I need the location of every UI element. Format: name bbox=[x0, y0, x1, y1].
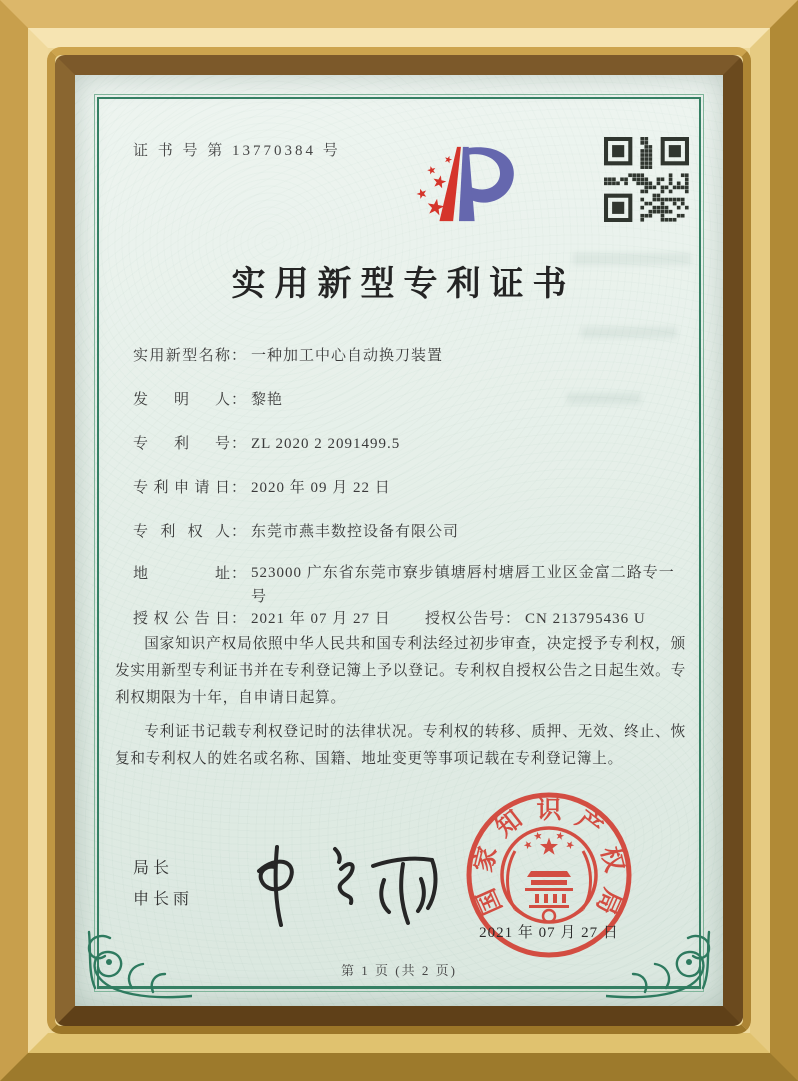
field-row-grant: 授权公告日 ： 2021 年 07 月 27 日 授权公告号 ： CN 213795436 U bbox=[133, 606, 687, 632]
field-row-patent-no: 专利号 ： ZL 2020 2 2091499.5 bbox=[133, 431, 687, 457]
field-value: 东莞市燕丰数控设备有限公司 bbox=[251, 524, 460, 540]
field-label: 地址 bbox=[133, 566, 231, 582]
field-label: 授权公告号 bbox=[425, 611, 506, 627]
page-footer: 第 1 页 (共 2 页) bbox=[341, 963, 457, 978]
signer-block bbox=[133, 853, 193, 915]
svg-text:家: 家 bbox=[470, 843, 503, 875]
field-value: 523000 广东省东莞市寮步镇塘唇村塘唇工业区金富二路专一号 bbox=[251, 565, 675, 605]
qr-code bbox=[604, 137, 689, 222]
cnipa-logo-icon bbox=[391, 143, 525, 227]
field-value: 2020 年 09 月 22 日 bbox=[251, 480, 391, 496]
field-value: 一种加工中心自动换刀装置 bbox=[251, 348, 444, 364]
certificate-number: 证 书 号 第 13770384 号 bbox=[133, 143, 341, 159]
field-row-inventor: 发明人 ： 黎艳 bbox=[133, 387, 687, 413]
director-signature-icon bbox=[217, 835, 449, 931]
field-value: 黎艳 bbox=[251, 392, 284, 408]
corner-flourish-icon bbox=[80, 930, 192, 1002]
svg-text:权: 权 bbox=[595, 843, 628, 875]
grant-no-pair: 授权公告号 ： CN 213795436 U bbox=[425, 606, 646, 632]
field-label: 专利号 bbox=[133, 436, 231, 452]
svg-text:国: 国 bbox=[472, 884, 508, 919]
certificate-paper bbox=[75, 75, 723, 1006]
svg-text:识: 识 bbox=[536, 797, 562, 824]
seal-date: 2021 年 07 月 27 日 bbox=[479, 925, 619, 941]
field-row-filing-date: 专利申请日 ： 2020 年 09 月 22 日 bbox=[133, 475, 687, 501]
body-paragraph: 国家知识产权局依照中华人民共和国专利法经过初步审查，决定授予专利权，颁发实用新型专利证书并在专利登记簿上予以登记。专利权自授权公告之日起生效。专利权期限为十年，自申请日起算。 bbox=[115, 636, 686, 706]
director-name: 申长雨 bbox=[133, 891, 194, 908]
grant-date-value: 2021 年 07 月 27 日 bbox=[251, 611, 391, 627]
ghost-mark bbox=[581, 327, 677, 338]
svg-text:产: 产 bbox=[570, 805, 607, 843]
national-emblem-icon bbox=[502, 828, 596, 922]
field-label: 授权公告日 bbox=[133, 611, 231, 627]
svg-text:局: 局 bbox=[590, 884, 626, 919]
field-row-address: 地址 ： 523000 广东省东莞市寮步镇塘唇村塘唇工业区金富二路专一号 bbox=[133, 561, 687, 609]
body-paragraph: 专利证书记载专利权登记时的法律状况。专利权的转移、质押、无效、终止、恢复和专利权人的姓名或名称、国籍、地址变更等事项记载在专利登记簿上。 bbox=[115, 724, 686, 767]
grant-no-value: CN 213795436 U bbox=[525, 611, 646, 627]
field-label: 实用新型名称 bbox=[133, 348, 231, 364]
director-title: 局长 bbox=[133, 860, 174, 877]
field-label: 发明人 bbox=[133, 392, 231, 408]
svg-text:知: 知 bbox=[491, 805, 528, 843]
field-label: 专利权人 bbox=[133, 524, 231, 540]
field-row-name: 实用新型名称 ： 一种加工中心自动换刀装置 bbox=[133, 343, 687, 369]
certificate-title: 实用新型专利证书 bbox=[231, 266, 576, 303]
field-value: ZL 2020 2 2091499.5 bbox=[251, 436, 401, 452]
field-label: 专利申请日 bbox=[133, 480, 231, 496]
field-row-patentee: 专利权人 ： 东莞市燕丰数控设备有限公司 bbox=[133, 519, 687, 545]
certificate-body bbox=[115, 631, 686, 773]
